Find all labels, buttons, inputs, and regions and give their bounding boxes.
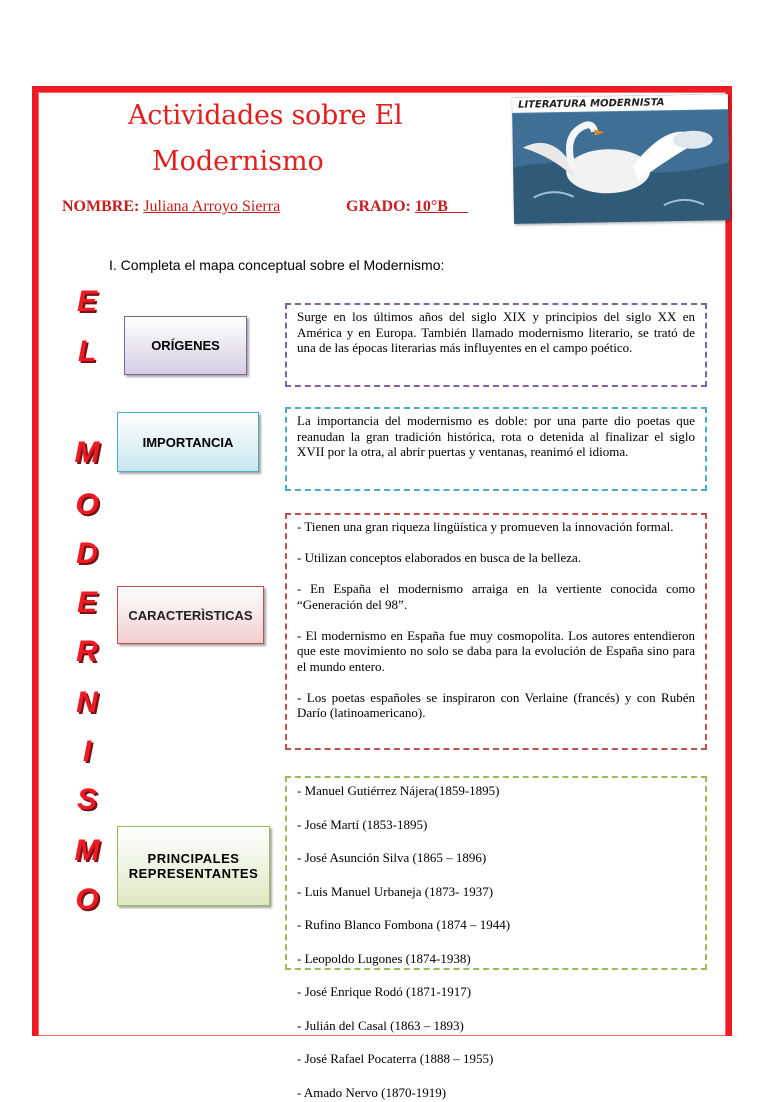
origenes-text-box <box>285 303 707 387</box>
importancia-text: La importancia del modernismo es doble: por una parte dio poetas que reanudan la gran tradición histórica, rota o detenida al finalizar el siglo XVII por la otra, al abrir puertas y ventanas, reanimó el idioma. <box>297 413 695 459</box>
swan-illustration <box>512 94 730 224</box>
vertical-letter: S <box>76 783 97 816</box>
vertical-letter: N <box>76 686 98 719</box>
origenes-label: ORÍGENES <box>151 338 220 353</box>
representante-item: - José Asunción Silva (1865 – 1896) <box>297 850 487 865</box>
origenes-label-box <box>124 316 247 375</box>
representantes-text-box <box>285 776 707 1100</box>
vertical-letter: E <box>76 285 97 318</box>
representante-item: - José Martí (1853-1895) <box>297 816 428 832</box>
representantes-label-box <box>117 826 270 906</box>
vertical-letter: O <box>75 883 99 916</box>
vertical-letter: M <box>74 834 100 867</box>
caracteristica-item: - El modernismo en España fue muy cosmopolita. Los autores entendieron que este movimiento no solo se daba para la evolución de España sino para el mundo entero. <box>297 627 695 674</box>
vertical-letter: I <box>82 735 92 768</box>
vertical-letter: E <box>76 586 97 619</box>
caracteristica-item: - En España el modernismo arraiga en la vertiente conocida como “Generación del 98”. <box>297 581 695 612</box>
representante-item: - Rufino Blanco Fombona (1874 – 1944) <box>297 917 511 932</box>
representantes-label: PRINCIPALES REPRESENTANTES <box>128 851 259 881</box>
caracteristicas-text-box <box>285 513 707 750</box>
origenes-text: Surge en los últimos años del siglo XIX y principios del siglo XX en América y en Europa. También llamado modernismo literario, se trató de una de las épocas literarias más influyentes en el campo poético. <box>297 309 695 355</box>
representante-item: - Luis Manuel Urbaneja (1873- 1937) <box>297 883 494 899</box>
name-value: Juliana Arroyo Sierra <box>143 198 281 215</box>
caracteristicas-label: CARACTERÌSTICAS <box>128 607 253 623</box>
caracteristica-item: - Tienen una gran riqueza lingüística y promueven la innovación formal. <box>297 519 674 534</box>
caracteristica-item: - Utilizan conceptos elaborados en busca de la belleza. <box>297 550 582 565</box>
page-title-line1: Actividades sobre El <box>128 100 403 131</box>
representante-item: - Julián del Casal (1863 – 1893) <box>297 1017 464 1033</box>
representante-item: - Amado Nervo (1870-1919) <box>297 1084 447 1100</box>
importancia-label-box <box>117 412 259 472</box>
representante-item: - José Rafael Pocaterra (1888 – 1955) <box>297 1051 494 1066</box>
vertical-letter: R <box>76 635 98 668</box>
importancia-label: IMPORTANCIA <box>142 434 234 450</box>
representante-item: - Manuel Gutiérrez Nájera(1859-1895) <box>297 783 500 798</box>
instruction-text: I. Completa el mapa conceptual sobre el Modernismo: <box>109 257 445 273</box>
grade-value: 10°B <box>414 198 448 215</box>
caracteristica-item: - Los poetas españoles se inspiraron con Verlaine (francés) y con Rubén Darío (latinoamericano). <box>297 689 695 720</box>
vertical-letter: M <box>74 436 100 469</box>
grade-row <box>346 198 468 216</box>
importancia-text-box <box>285 407 707 491</box>
image-label: LITERATURA MODERNISTA <box>512 94 728 113</box>
swan-image <box>512 94 730 224</box>
representante-item: - José Enrique Rodó (1871-1917) <box>297 984 472 999</box>
caracteristicas-label-box <box>117 586 264 644</box>
name-label: NOMBRE: <box>62 198 140 215</box>
grade-label: GRADO: <box>346 198 411 215</box>
vertical-letter: O <box>75 488 99 521</box>
page-title-line2: Modernismo <box>152 146 324 177</box>
name-row <box>62 198 280 216</box>
vertical-letter: L <box>77 335 97 368</box>
representante-item: - Leopoldo Lugones (1874-1938) <box>297 950 471 966</box>
vertical-letter: D <box>76 537 98 570</box>
